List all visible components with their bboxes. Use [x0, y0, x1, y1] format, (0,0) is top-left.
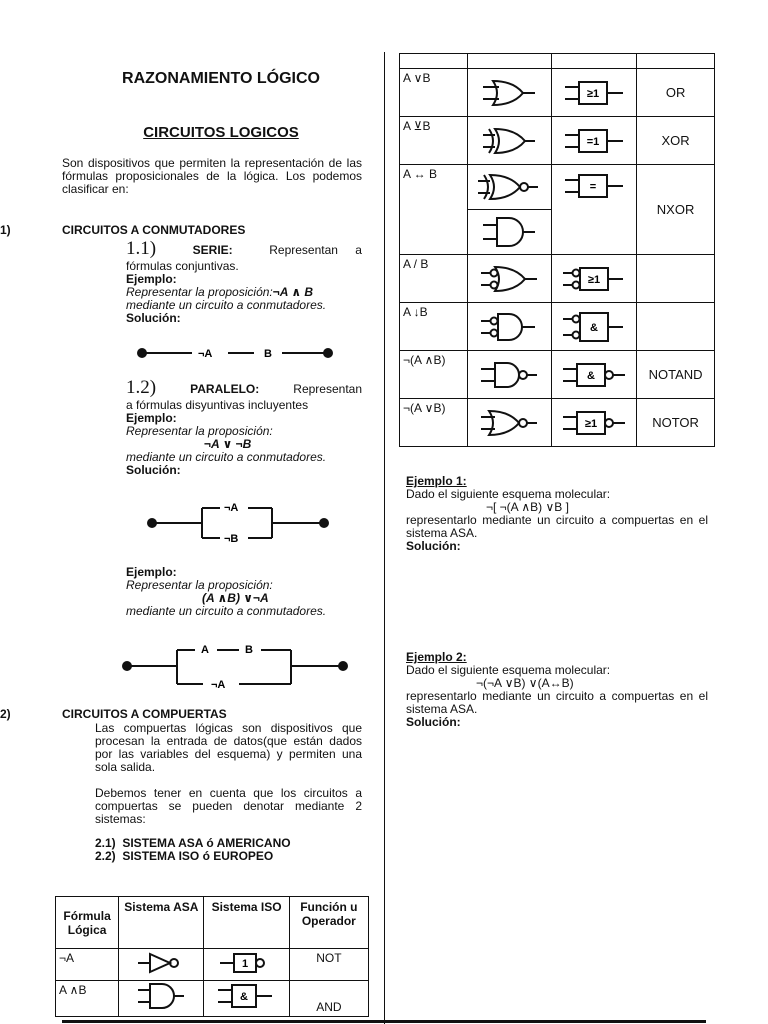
ejemplo2-l1: Dado el siguiente esquema molecular:: [406, 663, 611, 677]
table-row: [400, 255, 715, 303]
section-subtitle: CIRCUITOS LOGICOS: [143, 124, 299, 141]
op-cell: NOT: [316, 951, 342, 965]
formula-cell: ¬(A ∨B): [403, 401, 446, 415]
iso-cell: [552, 165, 637, 255]
or-gate-icon: [479, 78, 539, 108]
ej3-prop: (A ∧B) ∨¬A: [202, 591, 269, 605]
th-formula: Fórmula Lógica: [56, 897, 119, 949]
and-gate-icon: [136, 981, 186, 1011]
asa-cell: [467, 165, 552, 210]
th-asa: Sistema ASA: [119, 897, 204, 949]
formula-cell: A ↔ B: [403, 167, 438, 181]
xnor-gate-icon: [474, 172, 544, 202]
paralelo-text2: a fórmulas disyuntivas incluyentes: [126, 398, 309, 412]
op-cell: [637, 303, 714, 307]
th-op: Función u Operador: [289, 897, 368, 949]
svg-text:=1: =1: [586, 135, 600, 148]
formula-cell: A ∧B: [59, 983, 87, 997]
iso-cell: [552, 69, 637, 117]
paralelo-rep2: mediante un circuito a conmutadores.: [126, 450, 327, 464]
asa-cell: [467, 303, 552, 351]
table-row: [56, 981, 369, 1017]
paralelo-keyword: PARALELO:: [190, 382, 260, 396]
gate-table-right: [399, 53, 715, 447]
sec2-number: 2): [0, 707, 11, 721]
serie-text1: Representan a: [269, 243, 362, 257]
op-cell: NOTOR: [652, 415, 699, 430]
paralelo-number: 1.2): [126, 377, 157, 398]
table-row: [400, 303, 715, 351]
asa-cell: [119, 981, 204, 1017]
formula-cell: A / B: [403, 257, 429, 271]
sec1-title: CIRCUITOS A CONMUTADORES: [62, 223, 246, 237]
formula-cell: ¬(A ∧B): [403, 353, 446, 367]
iso-nand-gate-icon: [559, 360, 629, 390]
serie-solucion: Solución:: [126, 311, 181, 325]
svg-text:=: =: [590, 181, 597, 193]
op-cell: NOTAND: [648, 367, 703, 382]
ejemplo2-block: [406, 651, 708, 729]
formula-cell: A ∨B: [403, 71, 431, 85]
formula-cell: A ↓B: [403, 305, 428, 319]
op-cell: NXOR: [656, 202, 695, 217]
paralelo-prop: ¬A ∨ ¬B: [204, 437, 252, 451]
svg-text:&: &: [587, 369, 596, 382]
table-row: [400, 69, 715, 117]
sec2-p2: Debemos tener en cuenta que los circuitos a compuertas se pueden denotar mediante 2 sistemas:: [95, 786, 362, 826]
svg-text:≥1: ≥1: [588, 273, 601, 286]
ej3-circuit: [115, 640, 355, 692]
ej3-switch-a: A: [201, 644, 209, 656]
ejemplo1-title: Ejemplo 1:: [406, 474, 467, 488]
ejemplo2-l2: representarlo mediante un circuito a compuertas en el sistema ASA.: [406, 689, 708, 716]
ej3-switch-c: ¬A: [211, 679, 226, 691]
ejemplo2-solucion: Solución:: [406, 715, 461, 729]
serie-circuit: [130, 342, 340, 362]
svg-text:&: &: [239, 991, 248, 1003]
svg-text:&: &: [590, 321, 599, 334]
bottom-rule: [62, 1020, 706, 1023]
serie-switch-b: B: [264, 348, 272, 360]
serie-rep: Representar la proposición:: [126, 285, 273, 299]
ej3-switch-b: B: [245, 644, 253, 656]
serie-block: [126, 238, 362, 325]
paralelo-circuit: [140, 498, 340, 548]
and-gate-icon: [479, 215, 539, 249]
sec2-s2: 2.2) SISTEMA ISO ó EUROPEO: [95, 849, 274, 863]
serie-number: 1.1): [126, 238, 157, 259]
ejemplo2-expr: ¬(¬A ∨B) ∨(A↔B): [476, 676, 574, 690]
intro-text: Son dispositivos que permiten la representación de las fórmulas proposicionales de la lógica. Los podemos clasificar en:: [62, 156, 362, 196]
iso-cell: [552, 117, 637, 165]
serie-switch-a: ¬A: [198, 348, 213, 360]
iso-xnor-gate-icon: [561, 171, 627, 201]
asa-cell: [467, 69, 552, 117]
op-cell: OR: [665, 85, 686, 100]
ejemplo1-l1: Dado el siguiente esquema molecular:: [406, 487, 611, 501]
ejemplo1-solucion: Solución:: [406, 539, 461, 553]
paralelo-switch-b: ¬B: [224, 533, 239, 545]
ej3-ejemplo: Ejemplo:: [126, 565, 177, 579]
iso-nor-gate-icon: [559, 408, 629, 438]
ejemplo2-title: Ejemplo 2:: [406, 650, 467, 664]
svg-text:≥1: ≥1: [585, 417, 598, 430]
asa-cell: [467, 255, 552, 303]
asa-cell: [467, 117, 552, 165]
formula-cell: A ⊻B: [403, 119, 431, 133]
nand-gate-icon: [477, 360, 541, 390]
and-neg-inputs-gate-icon: [477, 311, 541, 343]
asa-cell: [119, 949, 204, 981]
page-title: RAZONAMIENTO LÓGICO: [122, 70, 320, 87]
xor-gate-icon: [479, 126, 539, 156]
asa-cell: [467, 351, 552, 399]
sec1-number: 1): [0, 223, 11, 237]
ejemplo1-block: [406, 475, 708, 553]
asa-cell: [467, 210, 552, 255]
iso-cell: [552, 255, 637, 303]
ejemplo1-l2: representarlo mediante un circuito a compuertas en el sistema ASA.: [406, 513, 708, 540]
iso-not-gate-icon: [218, 949, 276, 977]
iso-cell: [552, 351, 637, 399]
table-row: [400, 165, 715, 210]
or-neg-inputs-gate-icon: [477, 264, 541, 294]
iso-and-gate-icon: [216, 981, 278, 1011]
paralelo-ejemplo: Ejemplo:: [126, 411, 177, 425]
paralelo-text1: Representan: [293, 382, 362, 396]
op-cell: [637, 255, 714, 259]
ej3-rep2: mediante un circuito a conmutadores.: [126, 604, 327, 618]
op-cell: XOR: [661, 133, 690, 148]
sec2-title: CIRCUITOS A COMPUERTAS: [62, 707, 227, 721]
table-row: [400, 117, 715, 165]
ej3-rep: Representar la proposición:: [126, 578, 273, 592]
serie-ejemplo: Ejemplo:: [126, 272, 177, 286]
iso-cell: [552, 399, 637, 447]
op-cell: AND: [316, 1000, 342, 1014]
paralelo-solucion: Solución:: [126, 463, 181, 477]
not-gate-icon: [136, 949, 186, 977]
iso-cell: [552, 303, 637, 351]
sec2-p1: Las compuertas lógicas son dispositivos que procesan la entrada de datos(que están dados por las variables del esquema) y permiten una sola salida.: [95, 721, 362, 774]
iso-xor-gate-icon: [561, 126, 627, 156]
paralelo-switch-a: ¬A: [224, 502, 239, 514]
svg-text:≥1: ≥1: [587, 87, 600, 100]
iso-and-neg-inputs-gate-icon: [559, 310, 629, 344]
table-row: [400, 399, 715, 447]
svg-text:1: 1: [241, 958, 248, 970]
asa-cell: [467, 399, 552, 447]
nor-gate-icon: [477, 408, 541, 438]
iso-or-gate-icon: [561, 78, 627, 108]
serie-keyword: SERIE:: [192, 243, 233, 257]
sec2-s1: 2.1) SISTEMA ASA ó AMERICANO: [95, 836, 291, 850]
serie-rep2: mediante un circuito a conmutadores.: [126, 298, 327, 312]
ej3-block: [126, 566, 362, 618]
paralelo-block: [126, 377, 362, 477]
formula-cell: ¬A: [59, 951, 75, 965]
ejemplo1-expr: ¬[ ¬(A ∧B) ∨B ]: [486, 500, 569, 514]
iso-cell: [204, 949, 289, 981]
table-row: [400, 351, 715, 399]
iso-cell: [204, 981, 289, 1017]
paralelo-rep: Representar la proposición:: [126, 424, 273, 438]
column-divider: [384, 52, 385, 1024]
serie-prop: ¬A ∧ B: [272, 285, 314, 299]
th-iso: Sistema ISO: [204, 897, 289, 949]
serie-text2: fórmulas conjuntivas.: [126, 259, 239, 273]
table-row: [56, 949, 369, 981]
iso-or-neg-inputs-gate-icon: [559, 264, 629, 294]
gate-table-left: [55, 896, 369, 1017]
